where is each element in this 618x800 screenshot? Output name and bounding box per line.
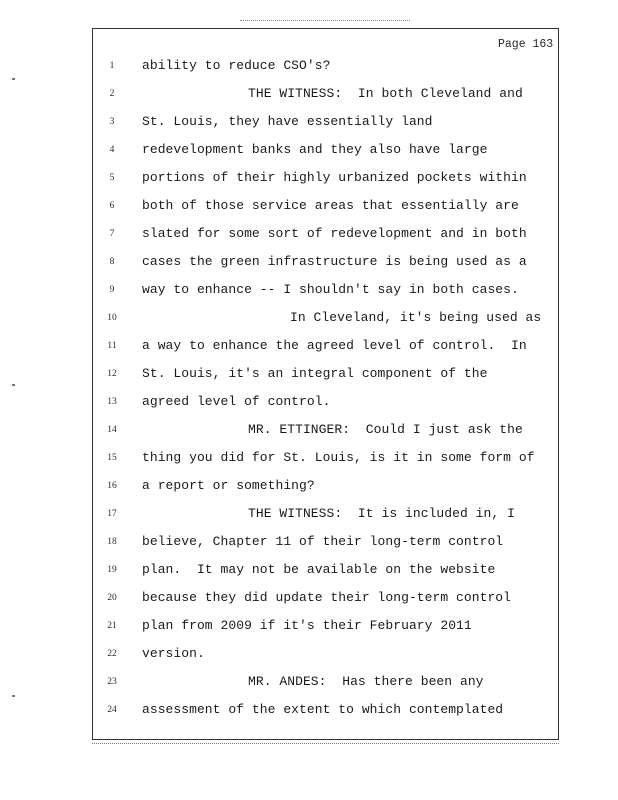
line-number: 7 [109,229,115,239]
line-number: 20 [107,593,117,603]
transcript-line: St. Louis, they have essentially land [142,114,433,129]
line-number: 23 [107,677,117,687]
transcript-line: redevelopment banks and they also have large [142,142,488,157]
line-number: 1 [109,61,115,71]
line-number: 5 [109,173,115,183]
transcript-line: a way to enhance the agreed level of control. In [142,338,527,353]
transcript-line: both of those service areas that essentially are [142,198,519,213]
line-number: 21 [107,621,117,631]
transcript-line: portions of their highly urbanized pockets within [142,170,527,185]
line-number: 10 [107,313,117,323]
transcript-line: thing you did for St. Louis, is it in some form of [142,450,535,465]
transcript-line: agreed level of control. [142,394,331,409]
line-number: 9 [109,285,115,295]
transcript-line: a report or something? [142,478,315,493]
line-number: 13 [107,397,117,407]
transcript-line: ability to reduce CSO's? [142,58,331,73]
scan-edge-bottom [92,743,559,746]
transcript-line: cases the green infrastructure is being used as a [142,254,527,269]
transcript-page-frame [92,28,559,740]
line-number: 18 [107,537,117,547]
line-number: 14 [107,425,117,435]
transcript-line: MR. ANDES: Has there been any [248,674,484,689]
line-number: 2 [109,89,115,99]
line-number: 12 [107,369,117,379]
transcript-line: THE WITNESS: It is included in, I [248,506,515,521]
transcript-line: believe, Chapter 11 of their long-term control [142,534,504,549]
transcript-line: because they did update their long-term control [142,590,512,605]
transcript-line: way to enhance -- I shouldn't say in both cases. [142,282,519,297]
transcript-line: In Cleveland, it's being used as [290,310,542,325]
line-number: 8 [109,257,115,267]
line-number: 3 [109,117,115,127]
line-number: 19 [107,565,117,575]
transcript-line: THE WITNESS: In both Cleveland and [248,86,523,101]
line-number: 16 [107,481,117,491]
transcript-line: version. [142,646,205,661]
scan-mark [12,384,15,386]
line-number: 17 [107,509,117,519]
line-number: 22 [107,649,117,659]
transcript-line: assessment of the extent to which contemplated [142,702,504,717]
line-number: 11 [107,341,117,351]
scan-edge-top [240,20,410,22]
scan-mark [12,695,15,697]
transcript-line: plan. It may not be available on the website [142,562,496,577]
transcript-line: MR. ETTINGER: Could I just ask the [248,422,523,437]
scan-mark [12,78,15,80]
transcript-line: slated for some sort of redevelopment and in both [142,226,527,241]
page-number: Page 163 [498,38,554,51]
line-number: 15 [107,453,117,463]
transcript-line: plan from 2009 if it's their February 2011 [142,618,472,633]
line-number: 24 [107,705,117,715]
line-number: 6 [109,201,115,211]
line-number: 4 [109,145,115,155]
transcript-line: St. Louis, it's an integral component of the [142,366,488,381]
